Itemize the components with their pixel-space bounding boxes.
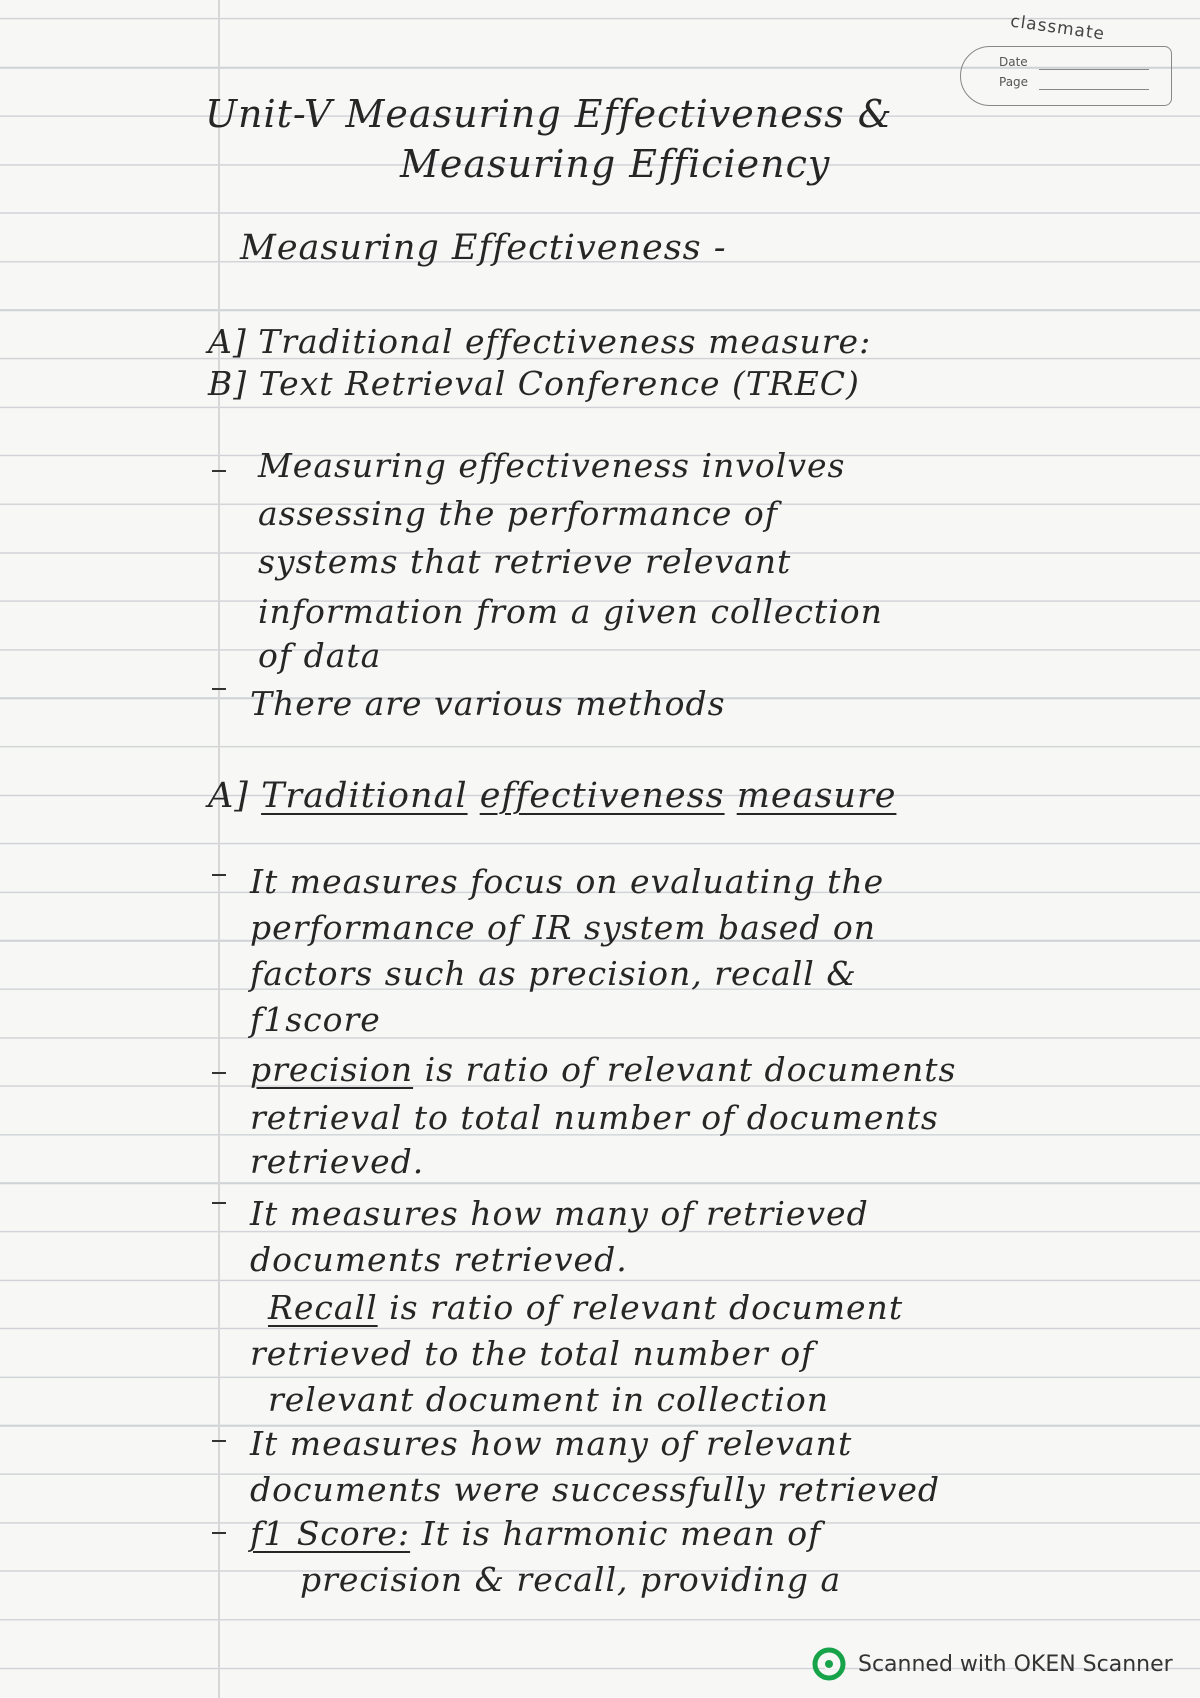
date-page-box [960,46,1172,106]
recall-definition: is ratio of relevant document [377,1288,904,1327]
intro-line: assessing the performance of [258,494,778,533]
recall-line-2: retrieved to the total number of [250,1334,815,1373]
recall-line-1 [268,1288,903,1327]
intro-line: information from a given collection [258,592,883,631]
date-line [1039,69,1149,70]
recall-note-2: documents were successfully retrieved [250,1470,941,1509]
f1-term: f1 Score: [250,1514,411,1553]
precision-definition: is ratio of relevant documents [413,1050,957,1089]
precision-line-1 [250,1050,956,1089]
scanner-watermark-text: Scanned with OKEN Scanner [858,1651,1173,1677]
f1-line-2: precision & recall, providing a [300,1560,842,1599]
intro-line: of data [258,636,382,675]
precision-note-2: documents retrieved. [250,1240,628,1279]
recall-note-1: It measures how many of relevant [250,1424,853,1463]
precision-line-3: retrieved. [250,1142,425,1181]
f1-definition: It is harmonic mean of [410,1514,822,1553]
subsection-heading [208,776,896,816]
bullet-dash [212,1072,226,1074]
brand-label: classmate [1009,11,1107,45]
recall-line-3: relevant document in collection [268,1380,829,1419]
bullet-dash [212,688,226,690]
precision-line-2: retrieval to total number of documents [250,1098,939,1137]
date-label: Date [999,55,1028,69]
subsection-word-3: measure [736,776,897,816]
intro-line: Measuring effectiveness involves [258,446,846,485]
bullet-dash [212,1532,226,1534]
body-line: performance of IR system based on [250,908,877,947]
subsection-word-2: effectiveness [479,776,725,816]
recall-term: Recall [268,1288,378,1327]
body-line: It measures focus on evaluating the [250,862,885,901]
subsection-word-1: Traditional [261,776,468,816]
subsection-prefix: A] [208,776,249,816]
intro-line: There are various methods [250,684,726,723]
body-line: factors such as precision, recall & [250,954,857,993]
f1-line-1 [250,1514,821,1553]
precision-note-1: It measures how many of retrieved [250,1194,869,1233]
title-line-1: Unit-V Measuring Effectiveness & [205,92,893,136]
page-line [1039,89,1149,90]
body-line: f1score [250,1000,381,1039]
scanner-watermark [812,1646,1173,1682]
scanner-logo-icon [812,1647,846,1681]
outline-item-a: A] Traditional effectiveness measure: [208,322,872,361]
outline-item-b: B] Text Retrieval Conference (TREC) [208,364,860,403]
bullet-dash [212,470,226,472]
bullet-dash [212,1202,226,1204]
section-heading: Measuring Effectiveness - [240,228,727,268]
margin-line [218,0,220,1698]
title-line-2: Measuring Efficiency [400,142,831,186]
precision-term: precision [250,1050,414,1089]
bullet-dash [212,874,226,876]
bullet-dash [212,1440,226,1442]
intro-line: systems that retrieve relevant [258,542,792,581]
page-label: Page [999,75,1029,89]
